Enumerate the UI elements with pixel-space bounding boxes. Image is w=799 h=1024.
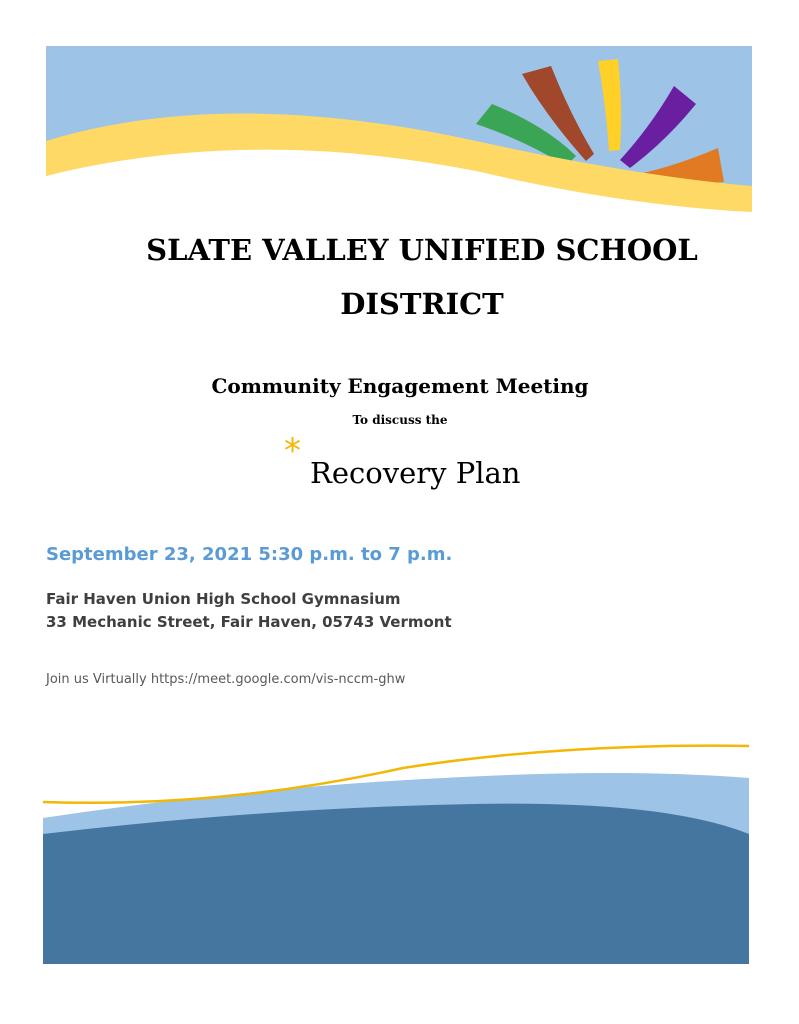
footer-banner xyxy=(43,738,749,964)
location-address: 33 Mechanic Street, Fair Haven, 05743 Vermont xyxy=(46,613,452,631)
header-banner xyxy=(46,46,752,212)
meeting-subtitle: Community Engagement Meeting xyxy=(211,374,589,398)
asterisk-bullet: * xyxy=(284,431,301,471)
sunrise-graphic xyxy=(46,46,752,212)
location-venue: Fair Haven Union High School Gymnasium xyxy=(46,590,401,608)
recovery-plan-heading: Recovery Plan xyxy=(310,456,521,490)
page-title xyxy=(100,223,744,331)
meeting-date: September 23, 2021 5:30 p.m. to 7 p.m. xyxy=(46,544,453,565)
meeting-location xyxy=(46,588,452,634)
discuss-text: To discuss the xyxy=(352,413,448,427)
title-line-2: DISTRICT xyxy=(340,287,504,321)
wave-graphic xyxy=(43,738,749,964)
title-line-1: SLATE VALLEY UNIFIED SCHOOL xyxy=(146,233,698,267)
virtual-meeting-link[interactable]: Join us Virtually https://meet.google.com/vis-nccm-ghw xyxy=(46,672,406,687)
dark-blue-wave xyxy=(43,804,749,964)
